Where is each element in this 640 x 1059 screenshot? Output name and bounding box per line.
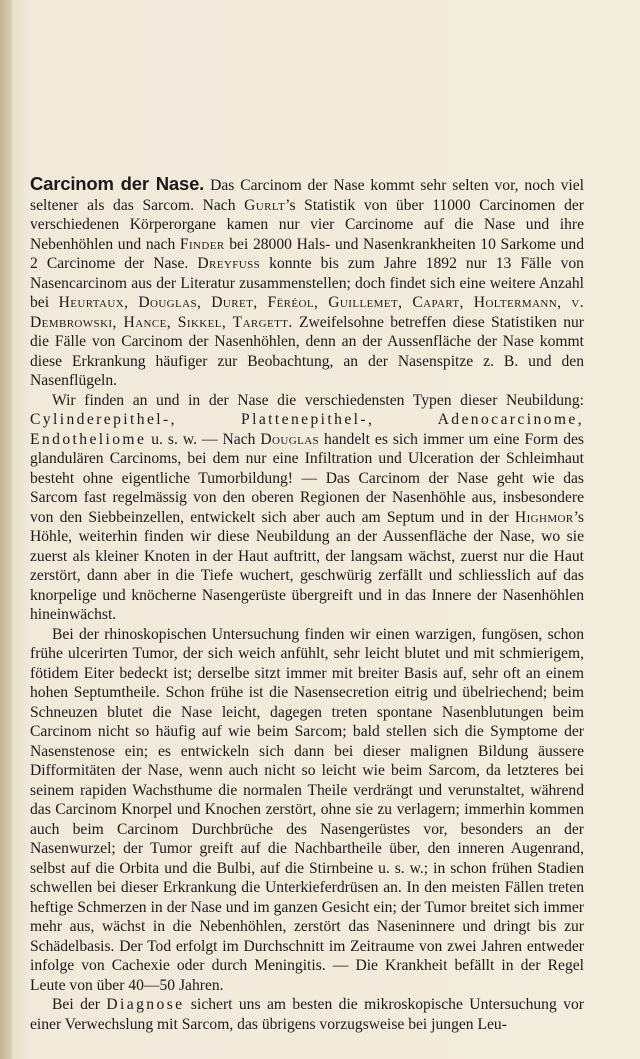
author-name: Dreyfuss [197,255,261,272]
paragraph-4-body [30,996,584,1033]
paragraph-4 [30,995,584,1034]
text-run: bei 28000 Hals- und Nasenkrankheiten 10 Sarkome und 2 Carcinome der Nase. [30,235,584,272]
emphasized-term: Diagnose [106,996,185,1013]
paragraph-3-body [30,626,584,994]
author-name: Finder [179,235,225,253]
text-run: Das Carcinom der Nase kommt sehr selten vor, noch viel seltener als das Sarcom. Nach [30,177,584,214]
paragraph-2 [30,391,584,625]
author-name: Douglas [260,430,320,448]
text-run: konnte bis zum Jahre 1892 nur 13 Fälle von Nasencarcinom aus der Literatur zusammenstellen; doch findet sich eine weitere Anzahl bei [30,255,584,311]
text-run: handelt es sich immer um eine Form des glandulären Carcinoms, bei dem nur eine Infiltration und Ulceration der Schleimhaut besteht ohne eigentliche Tumorbildung! — Das Carcinom der Nase geht wie das Sarcom fast regelmässig von den oberen Regionen der Nasenhöhle aus, insbesondere von den Siebbeinzellen, entwickelt sich aber auch am Septum und in der [30,430,584,526]
text-run: sichert uns am besten die mikroskopische Untersuchung vor einer Verwechslung mit Sarcom, das übrigens vorzugsweise bei jungen Leu- [30,996,584,1033]
author-name: Highmor [514,508,574,526]
page-gutter-shadow [0,0,12,1059]
text-run: Bei der [52,996,107,1013]
author-name: Gurlt [244,196,286,214]
text-run: Zweifelsohne betreffen diese Statistiken nur die Fälle von Carcinom der Nasenhöhlen, denn an der Aussenfläche der Nase kommt diese Erkrankung häufiger zur Beobachtung, an der Nasenspitze z. B. und den Nasenflügeln. [30,313,584,389]
text-run: ’s Statistik von über 11000 Carcinomen der verschiedenen Körperorgane kamen nur vier Carcinome auf die Nase und ihre Nebenhöhlen und nach [30,196,584,253]
paragraph-2-body [30,392,584,624]
body-text [30,174,584,1034]
text-run: Bei der rhinoskopischen Untersuchung finden wir einen warzigen, fungösen, schon frühe ulcerirten Tumor, der sich weich anfühlt, sehr leicht blutet und mit schmierigem, fötidem Eiter bedeckt ist; derselbe sitzt immer mit breiter Basis auf, sehr oft an einem hohen Septumtheile. Schon frühe ist die Nasensecretion eitrig und übelriechend; beim Schneuzen blutet die Nase leicht, dagegen treten spontane Nasenblutungen beim Carcinom nicht so häufig auf wie beim Sarcom; bald stellen sich die Symptome der Nasenstenose ein; es entwickeln sich dann bei dieser malignen Bildung äussere Difformitäten der Nase, wenn auch nicht so leicht wie beim Sarcom, da letzteres bei seinem rapiden Wachsthume die normalen Theile verdrängt und verunstaltet, während das Carcinom Knorpel und Knochen zerstört, ohne sie zu verlagern; immerhin kommen auch beim Carcinom Durchbrüche des Nasengerüstes vor, besonders an der Nasenwurzel; der Tumor greift auf die Nachbartheile über, den inneren Augenrand, selbst auf die Orbita und die Bulbi, auf die Stirnbeine u. s. w.; in schon frühen Stadien schwellen bei dieser Erkrankung die Unterkieferdrüsen an. In den meisten Fällen treten heftige Schmerzen in der Nase und im ganzen Gesicht ein; der Tumor breitet sich immer mehr aus, wächst in die Nebenhöhlen, zerstört das Naseninnere und dringt bis zur Schädelbasis. Der Tod erfolgt im Durchschnitt im Zeitraume von zwei Jahren entweder infolge von Cachexie oder durch Meningitis. — Die Krankheit befällt in der Regel Leute von über 40—50 Jahren. [30,625,584,994]
emphasized-term: Cylinderepithel-, Plattenepithel-, Adenocarcinome, Endotheliome [30,411,584,448]
text-run: u. s. w. — Nach [146,430,261,448]
text-run: Wir finden an und in der Nase die verschiedensten Typen dieser Neubildung: [52,391,584,409]
section-heading: Carcinom der Nase. [30,173,205,194]
author-name: Heurtaux, Douglas, Duret, Fëréol, Guillemet, Capart, Holtermann, v. Dembrowski, Hance, Sikkel, Targett. [30,294,584,331]
paragraph-1 [30,174,584,391]
paragraph-3 [30,625,584,996]
paragraph-1-body [30,177,584,389]
text-run: ’s Höhle, weiterhin finden wir diese Neubildung an der Aussenfläche der Nase, wo sie zuerst als kleiner Knoten in der Haut auftritt, der langsam wächst, zuerst nur die Haut zerstört, dann aber in die Tiefe wuchert, geschwürig zerfällt und schliesslich auf das knorpelige und knöcherne Nasengerüste übergreift und in das Innere der Nasenhöhlen hineinwächst. [30,508,584,623]
